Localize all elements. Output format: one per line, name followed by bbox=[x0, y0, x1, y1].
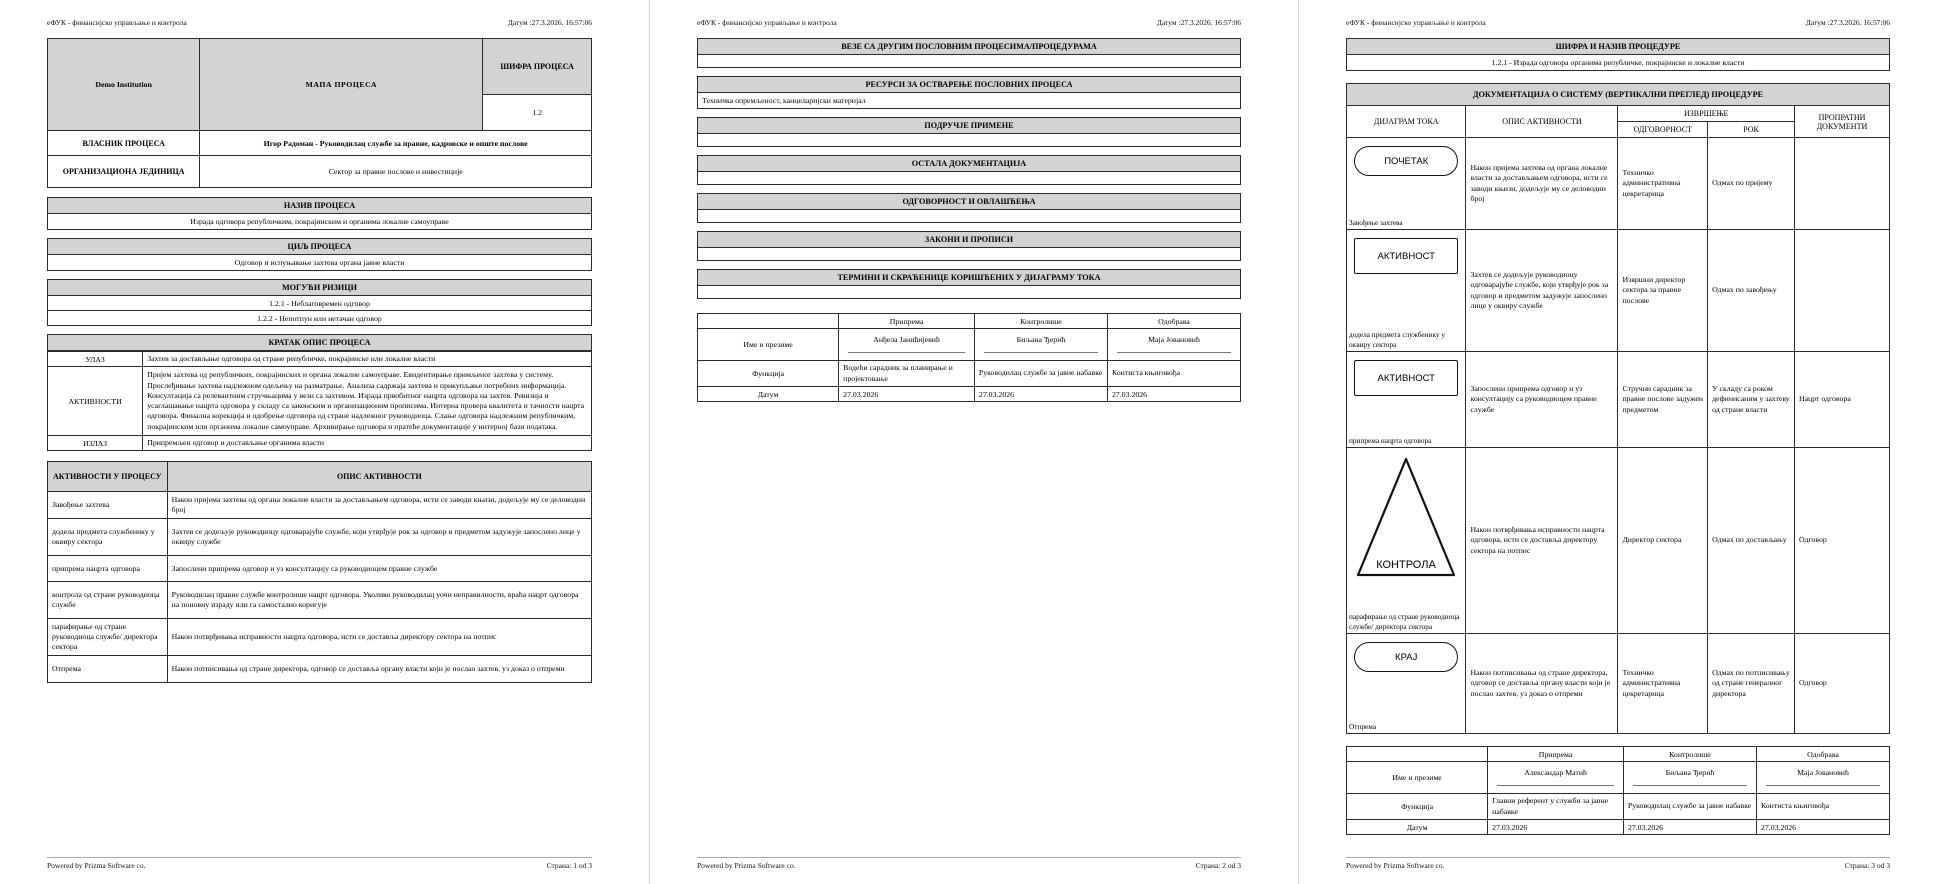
activity-label: додела предмета службенику у оквиру сектора bbox=[48, 519, 168, 556]
table-row bbox=[1347, 820, 1890, 835]
table-row bbox=[1347, 794, 1890, 820]
risks-list bbox=[47, 296, 592, 326]
activity-shape: АКТИВНОСТ bbox=[1354, 238, 1458, 274]
section-header: РЕСУРСИ ЗА ОСТВАРЕЊЕ ПОСЛОВНИХ ПРОЦЕСА bbox=[697, 76, 1241, 93]
column-header: Одобрава bbox=[1756, 747, 1889, 762]
activity-label: парафирање од стране руководиоца службе/ директора сектора bbox=[48, 619, 168, 656]
signer-name: Александар Матић bbox=[1488, 762, 1624, 794]
row-label: Функција bbox=[1347, 794, 1488, 820]
signature-line bbox=[848, 352, 965, 353]
app-title: еФУК - финансијско управљање и контрола bbox=[697, 18, 837, 27]
diagram-cell bbox=[1347, 634, 1466, 734]
table-row bbox=[48, 367, 592, 436]
section-content: Одговор и испуњавање захтева органа јавне власти bbox=[47, 255, 592, 271]
column-header-term: РОК bbox=[1708, 122, 1795, 138]
end-shape: КРАЈ bbox=[1354, 642, 1458, 672]
flow-row-start bbox=[1347, 138, 1890, 230]
row-text: Захтев за достављање одговора од стране републичке, покрајинске или локалне власти bbox=[143, 352, 592, 367]
column-header: Припрема bbox=[1488, 747, 1624, 762]
table-header-row bbox=[698, 314, 1241, 329]
documents-cell bbox=[1794, 138, 1889, 230]
section-header: КРАТАК ОПИС ПРОЦЕСА bbox=[47, 334, 592, 351]
doc-title: МАПА ПРОЦЕСА bbox=[200, 39, 483, 131]
term-cell: Одмах по пријему bbox=[1708, 138, 1795, 230]
signature-corner-cell bbox=[698, 314, 839, 329]
diagram-cell bbox=[1347, 230, 1466, 352]
section-content bbox=[697, 210, 1241, 223]
control-triangle-shape bbox=[1354, 454, 1458, 580]
signature-table bbox=[1346, 746, 1890, 835]
row-label: ИЗЛАЗ bbox=[48, 435, 143, 450]
short-description-table bbox=[47, 351, 592, 451]
term-cell: Одмах по завођењу bbox=[1708, 230, 1795, 352]
table-row bbox=[48, 352, 592, 367]
signature-date: 27.03.2026 bbox=[1488, 820, 1624, 835]
signer-role: Водећи сарадник за планирање и пројектовање bbox=[839, 361, 975, 387]
signature-date: 27.03.2026 bbox=[974, 387, 1107, 402]
signer-name: Биљана Ђерић bbox=[1623, 762, 1756, 794]
column-header: ОПИС АКТИВНОСТИ bbox=[167, 462, 591, 492]
section-header: ОСТАЛА ДОКУМЕНТАЦИЈА bbox=[697, 155, 1241, 172]
flow-row-control bbox=[1347, 448, 1890, 634]
powered-by: Powered by Prizma Software co. bbox=[47, 861, 146, 870]
app-title: еФУК - финансијско управљање и контрола bbox=[1346, 18, 1486, 27]
shape-caption: додела предмета службенику у оквиру сектора bbox=[1349, 330, 1446, 349]
section-content bbox=[697, 172, 1241, 185]
section-content: Техничка опремљеност, канцеларијски материјал bbox=[697, 93, 1241, 109]
flow-row-end bbox=[1347, 634, 1890, 734]
row-label: Име и презиме bbox=[698, 329, 839, 361]
documents-cell: Одговор bbox=[1794, 448, 1889, 634]
activity-text: Након потврђивања исправности нацрта одговора, исти се доставља директору сектора на потпис bbox=[167, 619, 591, 656]
process-code-label: ШИФРА ПРОЦЕСА bbox=[483, 39, 592, 95]
responsibility-cell: Техничко административна цекретарица bbox=[1618, 138, 1708, 230]
date-stamp: Датум :27.3.2026. 16:57:06 bbox=[1805, 18, 1890, 27]
powered-by: Powered by Prizma Software co. bbox=[697, 861, 796, 870]
column-header: АКТИВНОСТИ У ПРОЦЕСУ bbox=[48, 462, 168, 492]
short-description-section bbox=[47, 334, 592, 451]
responsibility-cell: Извршни директор сектора за правне послове bbox=[1618, 230, 1708, 352]
signature-date: 27.03.2026 bbox=[1756, 820, 1889, 835]
signature-line bbox=[1633, 785, 1747, 786]
signer-role: Главни референт у служби за јавне набавке bbox=[1488, 794, 1624, 820]
signature-corner-cell bbox=[1347, 747, 1488, 762]
signature-date: 27.03.2026 bbox=[839, 387, 975, 402]
table-row bbox=[1347, 762, 1890, 794]
column-header: Контролише bbox=[1623, 747, 1756, 762]
table-row bbox=[48, 492, 592, 519]
term-cell: Одмах по потписивању од стране генералног директора bbox=[1708, 634, 1795, 734]
powered-by: Powered by Prizma Software co. bbox=[1346, 861, 1445, 870]
table-row bbox=[48, 656, 592, 683]
diagram-cell bbox=[1347, 138, 1466, 230]
term-cell: Одмах по достављању bbox=[1708, 448, 1795, 634]
table-row bbox=[48, 619, 592, 656]
signature-line bbox=[1497, 785, 1614, 786]
shape-caption: Завођење захтева bbox=[1349, 217, 1403, 227]
flow-row-activity bbox=[1347, 352, 1890, 448]
activity-description: Захтев се додељује руководиоцу одговарајуће службе, који утврђује рок за одговор и предметом задужује запослено лице у оквиру службе bbox=[1466, 230, 1618, 352]
responsibility-cell: Стручни сарадник за правне послове задужен предметом bbox=[1618, 352, 1708, 448]
diagram-cell bbox=[1347, 352, 1466, 448]
risks-section bbox=[47, 279, 592, 326]
row-label: Датум bbox=[698, 387, 839, 402]
table-row bbox=[48, 435, 592, 450]
date-stamp: Датум :27.3.2026. 16:57:06 bbox=[1156, 18, 1241, 27]
row-text: Пријем захтева од републичких, покрајинских и органа локалне самоуправе. Евидентирање примљеног захтева у систему. Прослеђивање захтева надлежном одељењу на разматрање. Анализа садржаја захтева и прикупљање потребних информација. Консултација са релевантним стручњацима у вези са захтевом. Израда првобитног нацрта одговора на захтев. Ревизија и усаглашавање нацрта одговора у складу са законским и организационим прописима. Интерна провера квалитета и тачности нацрта одговора. Финална корекција и одобрење одговора од стране надлежног руководиоца. Слање одговора надлежним републичким, покрајинским или органима локалне самоуправе. Архивирање одговора и пратеће документације у интерној бази података. bbox=[143, 367, 592, 436]
page-header bbox=[697, 18, 1241, 27]
documents-cell: Одговор bbox=[1794, 634, 1889, 734]
column-header: Контролише bbox=[974, 314, 1107, 329]
activity-label: припрема нацрта одговора bbox=[48, 556, 168, 582]
process-name-section bbox=[47, 197, 592, 230]
activities-table bbox=[47, 461, 592, 683]
row-label: АКТИВНОСТИ bbox=[48, 367, 143, 436]
documents-cell: Нацрт одговора bbox=[1794, 352, 1889, 448]
signer-name: Анђела Јанићијевић bbox=[839, 329, 975, 361]
owner-value: Игор Радоман - Руководилац службе за правне, кадровске и опште послове bbox=[200, 131, 592, 156]
responsibility-cell: Директор сектора bbox=[1618, 448, 1708, 634]
signer-name: Маја Јовановић bbox=[1756, 762, 1889, 794]
activity-label: Отпрема bbox=[48, 656, 168, 683]
signature-line bbox=[984, 352, 1098, 353]
section-links bbox=[697, 38, 1241, 68]
signer-role: Руководилац службе за јавне набавке bbox=[1623, 794, 1756, 820]
activity-text: Након пријема захтева од органа локалне власти за достављањем одговора, исти се заводи књизи, додељује му се деловодни број bbox=[167, 492, 591, 519]
table-title-row bbox=[1347, 84, 1890, 106]
table-row bbox=[48, 582, 592, 619]
activity-text: Запослени припрема одговор и уз консултацију са руководиоцем правне службе bbox=[167, 556, 591, 582]
activity-text: Након потписивања од стране директора, одговор се доставља органу власти који је послао захтев, уз доказ о отпреми bbox=[167, 656, 591, 683]
process-goal-section bbox=[47, 238, 592, 271]
signature-date: 27.03.2026 bbox=[1623, 820, 1756, 835]
table-row bbox=[48, 556, 592, 582]
org-unit-label: ОРГАНИЗАЦИОНА ЈЕДИНИЦА bbox=[48, 156, 200, 188]
owner-label: ВЛАСНИК ПРОЦЕСА bbox=[48, 131, 200, 156]
table-row bbox=[698, 329, 1241, 361]
activity-text: Захтев се додељује руководиоцу одговарајуће службе, који утврђује рок за одговор и предметом задужује запослено лице у оквиру службе bbox=[167, 519, 591, 556]
section-other-docs bbox=[697, 155, 1241, 185]
column-header-responsibility: ОДГОВОРНОСТ bbox=[1618, 122, 1708, 138]
page-footer bbox=[47, 857, 592, 870]
table-row bbox=[698, 387, 1241, 402]
activity-description: Након пријема захтева од органа локалне власти за достављањем одговора, исти се заводи књизи, додељује му се деловодни број bbox=[1466, 138, 1618, 230]
signature-line bbox=[1766, 785, 1880, 786]
column-header-description: ОПИС АКТИВНОСТИ bbox=[1466, 106, 1618, 138]
shape-caption: парафирање од стране руководиоца службе/ директора сектора bbox=[1349, 612, 1460, 631]
flow-row-activity bbox=[1347, 230, 1890, 352]
page-3 bbox=[1298, 0, 1947, 884]
documentation-table bbox=[1346, 83, 1890, 734]
row-label: Функција bbox=[698, 361, 839, 387]
table-title: ДОКУМЕНТАЦИЈА О СИСТЕМУ (ВЕРТИКАЛНИ ПРЕГЛЕД) ПРОЦЕДУРЕ bbox=[1347, 84, 1890, 106]
signer-role: Контиста књиговођа bbox=[1756, 794, 1889, 820]
section-header: ВЕЗЕ СА ДРУГИМ ПОСЛОВНИМ ПРОЦЕСИМА/ПРОЦЕДУРАМА bbox=[697, 38, 1241, 55]
term-cell: У складу са роком дефинисаним у захтеву од стране власти bbox=[1708, 352, 1795, 448]
documents-cell bbox=[1794, 230, 1889, 352]
control-shape-label: КОНТРОЛА bbox=[1376, 559, 1437, 571]
procedure-code-section bbox=[1346, 38, 1890, 71]
org-unit-value: Сектор за правне послове и инвестиције bbox=[200, 156, 592, 188]
responsibility-cell: Техничко административна цекретарица bbox=[1618, 634, 1708, 734]
section-header: ТЕРМИНИ И СКРАЋЕНИЦЕ КОРИШЋЕНИХ У ДИЈАГРАМУ ТОКА bbox=[697, 269, 1241, 286]
row-text: Припремљен одговор и достављање органима власти bbox=[143, 435, 592, 450]
section-content bbox=[697, 55, 1241, 68]
section-resources bbox=[697, 76, 1241, 109]
section-content: Израда одговора републичким, покрајинским и органима локалне самоуправе bbox=[47, 214, 592, 230]
page-footer bbox=[697, 857, 1241, 870]
section-header: ОДГОВОРНОСТ И ОВЛАШЋЕЊА bbox=[697, 193, 1241, 210]
section-content bbox=[697, 248, 1241, 261]
process-code-value: 1.2 bbox=[483, 95, 592, 131]
activity-label: контрола од стране руководиоца службе bbox=[48, 582, 168, 619]
date-stamp: Датум :27.3.2026. 16:57:06 bbox=[507, 18, 592, 27]
institution-cell: Demo Institution bbox=[48, 39, 200, 131]
section-terms bbox=[697, 269, 1241, 299]
section-header: ШИФРА И НАЗИВ ПРОЦЕДУРЕ bbox=[1346, 38, 1890, 55]
row-label: УЛАЗ bbox=[48, 352, 143, 367]
column-header-diagram: ДИЈАГРАМ ТОКА bbox=[1347, 106, 1466, 138]
row-label: Датум bbox=[1347, 820, 1488, 835]
activity-text: Руководилац правне службе контролише нацрт одговора. Уколико руководилац уочи неправилности, враћа нацрт одговора на поновну израду или га самостално коригује bbox=[167, 582, 591, 619]
process-map-header-table bbox=[47, 38, 592, 188]
page-header bbox=[47, 18, 592, 27]
section-content bbox=[697, 286, 1241, 299]
activity-description: Након потврђивања исправности нацрта одговора, исти се доставља директору сектора на потпис bbox=[1466, 448, 1618, 634]
section-content bbox=[697, 134, 1241, 147]
table-header-row bbox=[1347, 747, 1890, 762]
activity-label: Завођење захтева bbox=[48, 492, 168, 519]
column-header: Припрема bbox=[839, 314, 975, 329]
start-shape: ПОЧЕТАК bbox=[1354, 146, 1458, 176]
page-footer bbox=[1346, 857, 1890, 870]
risk-item: 1.2.1 - Неблаговремен одговор bbox=[269, 298, 370, 308]
app-title: еФУК - финансијско управљање и контрола bbox=[47, 18, 187, 27]
section-header: ЦИЉ ПРОЦЕСА bbox=[47, 238, 592, 255]
risk-item: 1.2.2 - Непотпун или нетачан одговор bbox=[48, 310, 591, 325]
page-header bbox=[1346, 18, 1890, 27]
activity-shape: АКТИВНОСТ bbox=[1354, 360, 1458, 396]
section-content: 1.2.1 - Израда одговора органима републичке, покрајинске и локалне власти bbox=[1346, 55, 1890, 71]
page-number: Страна: 3 od 3 bbox=[1844, 861, 1890, 870]
shape-caption: припрема нацрта одговора bbox=[1349, 435, 1432, 445]
section-scope bbox=[697, 117, 1241, 147]
table-header-row bbox=[48, 462, 592, 492]
section-laws bbox=[697, 231, 1241, 261]
row-label: Име и презиме bbox=[1347, 762, 1488, 794]
section-responsibility bbox=[697, 193, 1241, 223]
section-header: МОГУЋИ РИЗИЦИ bbox=[47, 279, 592, 296]
shape-caption: Отпрема bbox=[1349, 721, 1377, 731]
signer-role: Контиста књиговођа bbox=[1107, 361, 1240, 387]
table-row bbox=[48, 519, 592, 556]
page-1 bbox=[0, 0, 649, 884]
page-2 bbox=[649, 0, 1298, 884]
signature-table bbox=[697, 313, 1241, 402]
signer-role: Руководилац службе за јавне набавке bbox=[974, 361, 1107, 387]
section-header: НАЗИВ ПРОЦЕСА bbox=[47, 197, 592, 214]
signer-name: Маја Јовановић bbox=[1107, 329, 1240, 361]
section-header: ПОДРУЧЈЕ ПРИМЕНЕ bbox=[697, 117, 1241, 134]
signature-date: 27.03.2026 bbox=[1107, 387, 1240, 402]
column-header-documents: ПРОПРАТНИ ДОКУМЕНТИ bbox=[1794, 106, 1889, 138]
column-header-execution: ИЗВРШЕЊЕ bbox=[1618, 106, 1794, 122]
section-header: ЗАКОНИ И ПРОПИСИ bbox=[697, 231, 1241, 248]
page-number: Страна: 2 od 3 bbox=[1195, 861, 1241, 870]
diagram-cell bbox=[1347, 448, 1466, 634]
signature-line bbox=[1117, 352, 1231, 353]
activity-description: Запослени припрема одговор и уз консултацију са руководиоцем правне службе bbox=[1466, 352, 1618, 448]
table-row bbox=[698, 361, 1241, 387]
activity-description: Након потписивања од стране директора, одговор се доставља органу власти који је послао захтев, уз доказ о отпреми bbox=[1466, 634, 1618, 734]
page-number: Страна: 1 od 3 bbox=[546, 861, 592, 870]
signer-name: Биљана Ђерић bbox=[974, 329, 1107, 361]
column-header: Одобрава bbox=[1107, 314, 1240, 329]
table-header-row bbox=[1347, 106, 1890, 122]
